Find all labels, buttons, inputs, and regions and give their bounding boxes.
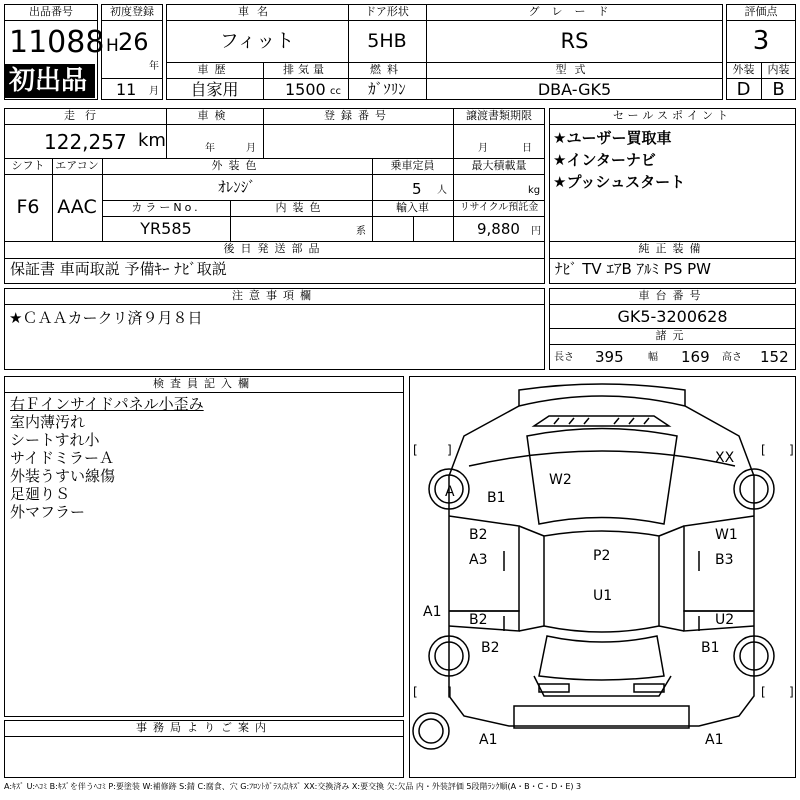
import-label: 輸入車 bbox=[396, 201, 429, 214]
fuel: ｶﾞｿﾘﾝ bbox=[368, 80, 406, 98]
car-name: フィット bbox=[219, 30, 295, 52]
interior-label: 内装 bbox=[767, 63, 790, 76]
sales-points-label: セールスポイント bbox=[612, 109, 732, 122]
score: 3 bbox=[752, 26, 770, 56]
sales-point-1: ★ユーザー買取車 bbox=[553, 129, 672, 147]
roof bbox=[544, 531, 659, 632]
bracket-mark: ] bbox=[447, 685, 452, 699]
transfer-day-unit: 日 bbox=[522, 143, 532, 154]
mileage-unit: km bbox=[138, 130, 166, 151]
interior-grade: B bbox=[772, 79, 785, 100]
grade: RS bbox=[560, 29, 589, 53]
model-code: DBA-GK5 bbox=[537, 80, 612, 99]
damage-mark: P2 bbox=[593, 548, 611, 564]
inspector-line-6: 足廻りＳ bbox=[10, 485, 71, 503]
color: ｵﾚﾝｼﾞ bbox=[218, 178, 256, 196]
inspector-line-5: 外装うすい線傷 bbox=[10, 467, 116, 485]
capacity: 5 bbox=[412, 180, 422, 198]
inspector-line-1: 右Ｆインサイドパネル小歪み bbox=[10, 395, 204, 413]
height-label: 高さ bbox=[722, 352, 742, 363]
bracket-mark: [ bbox=[413, 685, 418, 699]
bracket-mark: ] bbox=[789, 443, 794, 457]
inspection-label: 車検 bbox=[197, 109, 232, 122]
rear-glass bbox=[539, 636, 664, 680]
inspector-line-2: 室内薄汚れ bbox=[10, 413, 86, 431]
capacity-unit: 人 bbox=[437, 185, 447, 196]
exterior-label: 外装 bbox=[732, 63, 755, 76]
first-registration-label: 初度登録 bbox=[110, 5, 154, 18]
damage-mark: B1 bbox=[701, 640, 720, 656]
sales-point-3: ★プッシュスタート bbox=[553, 173, 686, 191]
registration-year: 26 bbox=[118, 28, 149, 56]
transfer-month-unit: 月 bbox=[478, 143, 488, 154]
displacement-unit: cc bbox=[330, 86, 341, 97]
max-load-unit: kg bbox=[528, 185, 541, 196]
bracket-mark: [ bbox=[413, 443, 418, 457]
registration-month: 11 bbox=[116, 80, 137, 99]
damage-mark: A bbox=[445, 484, 455, 500]
history-label: 車歴 bbox=[197, 63, 232, 76]
length-label: 長さ bbox=[554, 352, 574, 363]
color-number: YR585 bbox=[140, 219, 192, 238]
ac-label: エアコン bbox=[55, 159, 99, 172]
height: 152 bbox=[760, 348, 789, 366]
lot-number: 11088 bbox=[9, 25, 105, 60]
score-label: 評価点 bbox=[744, 5, 778, 18]
damage-mark: U1 bbox=[593, 588, 613, 604]
bracket-mark: [ bbox=[761, 443, 766, 457]
max-load-label: 最大積載量 bbox=[471, 159, 527, 172]
later-parts-label: 後日発送部品 bbox=[223, 242, 326, 255]
damage-mark: B2 bbox=[469, 612, 488, 628]
era: H bbox=[106, 36, 119, 56]
recycle-fee-unit: 円 bbox=[531, 226, 541, 237]
door-type: 5HB bbox=[367, 30, 407, 52]
damage-mark: U2 bbox=[715, 612, 735, 628]
shift: F6 bbox=[16, 196, 40, 218]
chassis-number: GK5-3200628 bbox=[617, 307, 728, 326]
model-label: 型式 bbox=[555, 63, 594, 76]
damage-mark: A1 bbox=[479, 732, 498, 748]
damage-mark: A1 bbox=[423, 604, 442, 620]
color-label: 外装色 bbox=[211, 159, 263, 172]
inspector-label: 検査員記入欄 bbox=[153, 377, 255, 390]
transfer-deadline-label: 譲渡書類期限 bbox=[466, 109, 532, 122]
inspector-line-4: サイドミラーＡ bbox=[10, 449, 114, 467]
plate-number-label: 登録番号 bbox=[324, 109, 392, 122]
bracket-mark: [ bbox=[761, 685, 766, 699]
damage-mark: B2 bbox=[469, 527, 488, 543]
year-unit: 年 bbox=[149, 61, 159, 72]
damage-mark: B2 bbox=[481, 640, 500, 656]
grade-label: グレード bbox=[528, 5, 621, 18]
ac: AAC bbox=[57, 196, 97, 218]
rear-bumper bbox=[514, 706, 689, 728]
interior-color-label: 内装色 bbox=[275, 201, 327, 214]
door-type-label: ドア形状 bbox=[365, 5, 409, 18]
inspection-year-unit: 年 bbox=[205, 143, 215, 154]
length: 395 bbox=[595, 348, 624, 366]
equipment-label: 純正装備 bbox=[638, 242, 707, 255]
bracket-mark: ] bbox=[447, 443, 452, 457]
width: 169 bbox=[681, 348, 710, 366]
later-parts: 保証書 車両取説 予備ｷｰ ﾅﾋﾞ取説 bbox=[10, 260, 227, 278]
displacement-label: 排気量 bbox=[283, 63, 328, 76]
car-diagram bbox=[409, 376, 796, 778]
interior-color-unit: 系 bbox=[356, 226, 366, 237]
history: 自家用 bbox=[190, 80, 239, 99]
recycle-fee: 9,880 bbox=[477, 220, 520, 238]
displacement: 1500 bbox=[285, 80, 326, 99]
front-bumper bbox=[519, 384, 685, 406]
car-name-label: 車名 bbox=[238, 5, 276, 18]
capacity-label: 乗車定員 bbox=[390, 159, 435, 172]
damage-mark: XX bbox=[715, 450, 735, 466]
lot-number-label: 出品番号 bbox=[29, 5, 73, 18]
inspector-line-7: 外マフラー bbox=[10, 503, 86, 521]
dimensions-label: 諸元 bbox=[655, 329, 690, 342]
first-listing-text: 初出品 bbox=[9, 66, 88, 96]
recycle-fee-label: リサイクル預託金 bbox=[459, 202, 539, 213]
shift-label: シフト bbox=[11, 159, 45, 172]
damage-mark: W2 bbox=[549, 472, 572, 488]
month-unit: 月 bbox=[149, 86, 159, 97]
inspector-line-3: シートすれ小 bbox=[10, 431, 100, 449]
color-number-label: カラーNo. bbox=[131, 201, 201, 214]
exterior-grade: D bbox=[736, 79, 751, 100]
inspection-month-unit: 月 bbox=[246, 143, 256, 154]
damage-mark: W1 bbox=[715, 527, 738, 543]
damage-mark: B3 bbox=[715, 552, 734, 568]
equipment: ﾅﾋﾞ TV ｴｱB ｱﾙﾐ PS PW bbox=[555, 260, 711, 278]
damage-mark: A3 bbox=[469, 552, 488, 568]
legend: A:ｷｽﾞ U:ﾍｺﾐ B:ｷｽﾞを伴うﾍｺﾐ P:要塗装 W:補修跡 S:錆 C:腐食、穴 G:ﾌﾛﾝﾄｶﾞﾗｽ点ｷｽﾞ XX:交換済み X:要交換 欠:欠品 内・外装評価 5段階ﾗﾝｸ順(A・B・C・D・E) 3 bbox=[4, 782, 582, 791]
width-label: 幅 bbox=[648, 352, 658, 363]
sales-point-2: ★インターナビ bbox=[553, 151, 656, 169]
bracket-mark: ] bbox=[789, 685, 794, 699]
office-label: 事務局よりご案内 bbox=[136, 721, 272, 734]
chassis-number-label: 車台番号 bbox=[638, 289, 707, 302]
mileage-label: 走行 bbox=[64, 109, 106, 122]
damage-mark: B1 bbox=[487, 490, 506, 506]
mileage: 122,257 bbox=[44, 130, 127, 154]
fuel-label: 燃料 bbox=[370, 63, 404, 76]
notes: ★ＣＡＡカークリ済９月８日 bbox=[9, 309, 203, 327]
damage-mark: A1 bbox=[705, 732, 724, 748]
notes-label: 注意事項欄 bbox=[232, 289, 317, 302]
